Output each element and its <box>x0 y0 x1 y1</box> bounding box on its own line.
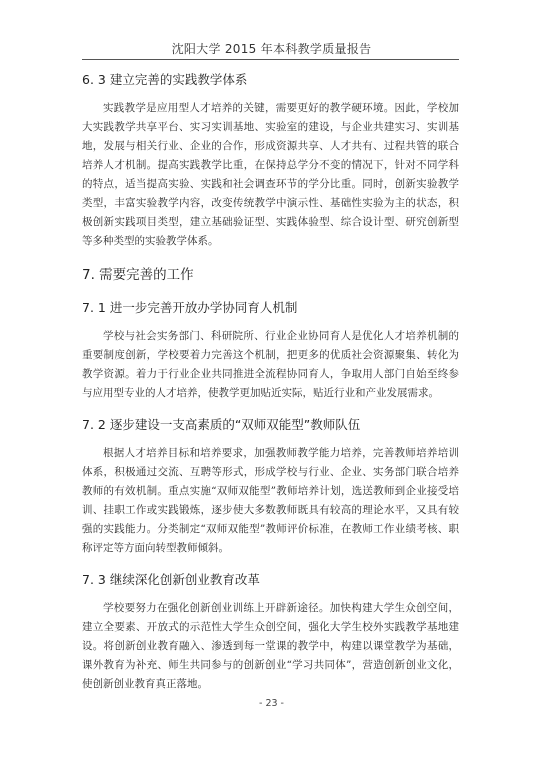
page-header: 沈阳大学 2015 年本科教学质量报告 <box>171 42 372 56</box>
section-7-1 <box>82 299 459 403</box>
page-content <box>82 71 459 694</box>
section-7-3 <box>82 571 459 694</box>
section-heading: 7. 3 继续深化创新创业教育改革 <box>82 572 260 587</box>
section-heading: 7. 2 逐步建设一支高素质的“双师双能型”教师队伍 <box>82 417 361 432</box>
section-heading: 6. 3 建立完善的实践教学体系 <box>82 72 248 87</box>
section-paragraph: 根据人才培养目标和培养要求，加强教师教学能力培养，完善教师培养培训体系，积极通过交流、互聘等形式，形成学校与行业、企业、实务部门联合培养教师的有效机制。重点实施“双师双能型”教师培养计划，选送教师到企业接受培训、挂职工作或实践锻炼，逐步使大多数教师既具有较高的理论水平，又具有较强的实践能力。分类制定“双师双能型”教师评价标准，在教师工作业绩考核、职称评定等方面向转型教师倾斜。 <box>82 447 459 554</box>
section-paragraph: 实践教学是应用型人才培养的关键，需要更好的教学硬环境。因此，学校加大实践教学共享平台、实习实训基地、实验室的建设，与企业共建实习、实训基地，发展与相关行业、企业的合作，形成资源共享、人才共有、过程共管的联合培养人才机制。提高实践教学比重，在保持总学分不变的情况下，针对不同学科的特点，适当提高实验、实践和社会调查环节的学分比重。同时，创新实验教学类型，丰富实验教学内容，改变传统教学中演示性、基础性实验为主的状态，积极创新实践项目类型，建立基础验证型、实践体验型、综合设计型、研究创新型等多种类型的实验教学体系。 <box>82 102 459 247</box>
chapter-heading: 7. 需要完善的工作 <box>82 267 194 283</box>
page-number: - 23 - <box>259 698 284 709</box>
section-paragraph: 学校要努力在强化创新创业训练上开辟新途径。加快构建大学生众创空间，建立全要素、开放式的示范性大学生众创空间，强化大学生校外实践教学基地建设。将创新创业教育融入、渗透到每一堂课的教学中，构建以课堂教学为基础，课外教育为补充、师生共同参与的创新创业“学习共同体”，营造创新创业文化，使创新创业教育真正落地。 <box>82 602 459 690</box>
section-paragraph: 学校与社会实务部门、科研院所、行业企业协同育人是优化人才培养机制的重要制度创新，学校要着力完善这个机制，把更多的优质社会资源聚集、转化为教学资源。着力于行业企业共同推进全流程协同育人，争取用人部门自始至终参与应用型专业的人才培养，使教学更加贴近实际，贴近行业和产业发展需求。 <box>82 330 459 399</box>
section-7 <box>82 265 459 285</box>
section-7-2 <box>82 416 459 558</box>
section-6-3 <box>82 71 459 251</box>
header-divider <box>82 59 459 60</box>
section-heading: 7. 1 进一步完善开放办学协同育人机制 <box>82 300 298 315</box>
